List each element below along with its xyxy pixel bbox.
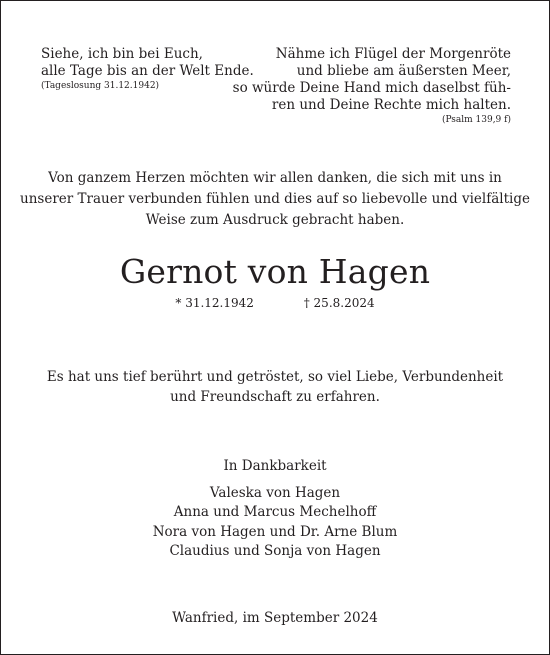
quote-line: alle Tage bis an der Welt Ende.	[41, 63, 254, 79]
quote-line: Siehe, ich bin bei Euch,	[41, 46, 203, 62]
moved-paragraph	[0, 367, 550, 407]
thanks-line: Weise zum Ausdruck gebracht haben.	[145, 212, 405, 228]
deceased-name: Gernot von Hagen	[119, 252, 431, 291]
death-date: † 25.8.2024	[303, 296, 375, 310]
quote-line: so würde Deine Hand mich daselbst füh-	[232, 80, 511, 96]
moved-line: Es hat uns tief berührt und getröstet, so viel Liebe, Verbundenheit	[46, 369, 504, 385]
quote-right	[233, 46, 511, 126]
life-dates	[0, 295, 550, 311]
signer: Anna und Marcus Mechelhoff	[173, 504, 377, 520]
quote-line: und bliebe am äußersten Meer,	[296, 63, 511, 79]
quote-source: (Psalm 139,9 f)	[441, 115, 511, 125]
place-date: Wanfried, im September 2024	[172, 610, 378, 626]
signer: Valeska von Hagen	[209, 484, 341, 501]
birth-date: * 31.12.1942	[175, 296, 254, 310]
thanks-line: unserer Trauer verbunden fühlen und dies auf so liebevolle und vielfältige	[20, 191, 530, 207]
signer: Nora von Hagen und Dr. Arne Blum	[152, 523, 398, 540]
thanks-paragraph	[0, 168, 550, 231]
gratitude-heading: In Dankbarkeit	[223, 458, 327, 474]
quote-line: ren und Deine Rechte mich halten.	[271, 97, 511, 113]
thanks-line: Von ganzem Herzen möchten wir allen danken, die sich mit uns in	[48, 170, 502, 186]
quote-source: (Tageslosung 31.12.1942)	[41, 81, 160, 91]
moved-line: und Freundschaft zu erfahren.	[170, 389, 380, 405]
signature-block	[0, 457, 550, 562]
quote-line: Nähme ich Flügel der Morgenröte	[275, 46, 511, 62]
signer: Claudius und Sonja von Hagen	[169, 543, 381, 559]
quote-left	[41, 46, 254, 92]
